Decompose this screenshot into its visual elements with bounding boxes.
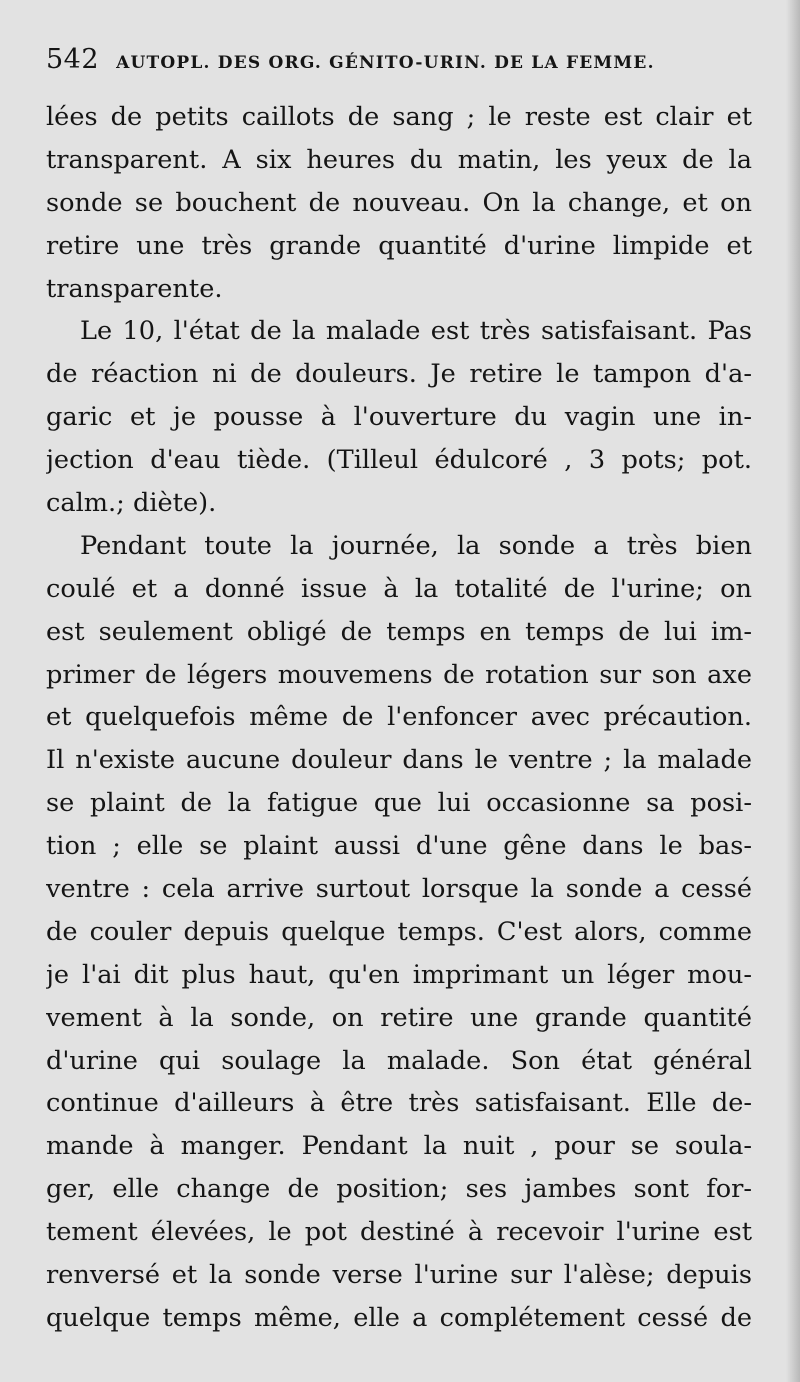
text-line: tement élevées, le pot destiné à recevoir l'urine est bbox=[46, 1217, 752, 1248]
text-line: primer de légers mouvemens de rotation sur son axe bbox=[46, 659, 752, 690]
text-line: de couler depuis quelque temps. C'est alors, comme bbox=[46, 916, 752, 947]
text-line: renversé et la sonde verse l'urine sur l'alèse; depuis bbox=[46, 1260, 752, 1291]
text-line: jection d'eau tiède. (Tilleul édulcoré , 3 pots; pot. bbox=[46, 445, 752, 476]
text-line: sonde se bouchent de nouveau. On la change, et on bbox=[46, 187, 752, 218]
text-line: retire une très grande quantité d'urine limpide et bbox=[46, 230, 752, 261]
text-line: ger, elle change de position; ses jambes sont for- bbox=[46, 1174, 752, 1205]
text-line: ventre : cela arrive surtout lorsque la sonde a cessé bbox=[46, 874, 752, 905]
page-number: 542 bbox=[46, 44, 100, 75]
text-line: de réaction ni de douleurs. Je retire le tampon d'a- bbox=[46, 359, 752, 390]
text-line: vement à la sonde, on retire une grande quantité bbox=[46, 1002, 752, 1033]
text-line: je l'ai dit plus haut, qu'en imprimant un léger mou- bbox=[46, 959, 752, 990]
text-line: Pendant toute la journée, la sonde a très bien bbox=[80, 530, 752, 561]
body-text bbox=[46, 96, 752, 1340]
text-line: et quelquefois même de l'enfoncer avec précaution. bbox=[46, 702, 752, 733]
text-line: continue d'ailleurs à être très satisfaisant. Elle de- bbox=[46, 1088, 752, 1119]
text-line: transparent. A six heures du matin, les yeux de la bbox=[46, 144, 752, 175]
running-header bbox=[46, 44, 756, 78]
text-line: mande à manger. Pendant la nuit , pour se soula- bbox=[46, 1131, 752, 1162]
text-line: calm.; diète). bbox=[46, 488, 217, 519]
text-line: est seulement obligé de temps en temps de lui im- bbox=[46, 616, 752, 647]
text-line: Il n'existe aucune douleur dans le ventre ; la malade bbox=[46, 745, 752, 776]
text-line: garic et je pousse à l'ouverture du vagin une in- bbox=[46, 402, 752, 433]
text-line: transparente. bbox=[46, 273, 223, 304]
text-line: tion ; elle se plaint aussi d'une gêne dans le bas- bbox=[46, 831, 752, 862]
running-title: AUTOPL. DES ORG. GÉNITO-URIN. DE LA FEMME. bbox=[116, 53, 655, 73]
text-line: se plaint de la fatigue que lui occasionne sa posi- bbox=[46, 788, 752, 819]
text-line: Le 10, l'état de la malade est très satisfaisant. Pas bbox=[80, 316, 752, 347]
text-line: d'urine qui soulage la malade. Son état général bbox=[46, 1045, 752, 1076]
text-line: coulé et a donné issue à la totalité de l'urine; on bbox=[46, 573, 752, 604]
text-line: quelque temps même, elle a complétement cessé de bbox=[46, 1302, 752, 1333]
text-line: lées de petits caillots de sang ; le reste est clair et bbox=[46, 102, 752, 132]
page-edge-shadow bbox=[786, 0, 800, 1382]
